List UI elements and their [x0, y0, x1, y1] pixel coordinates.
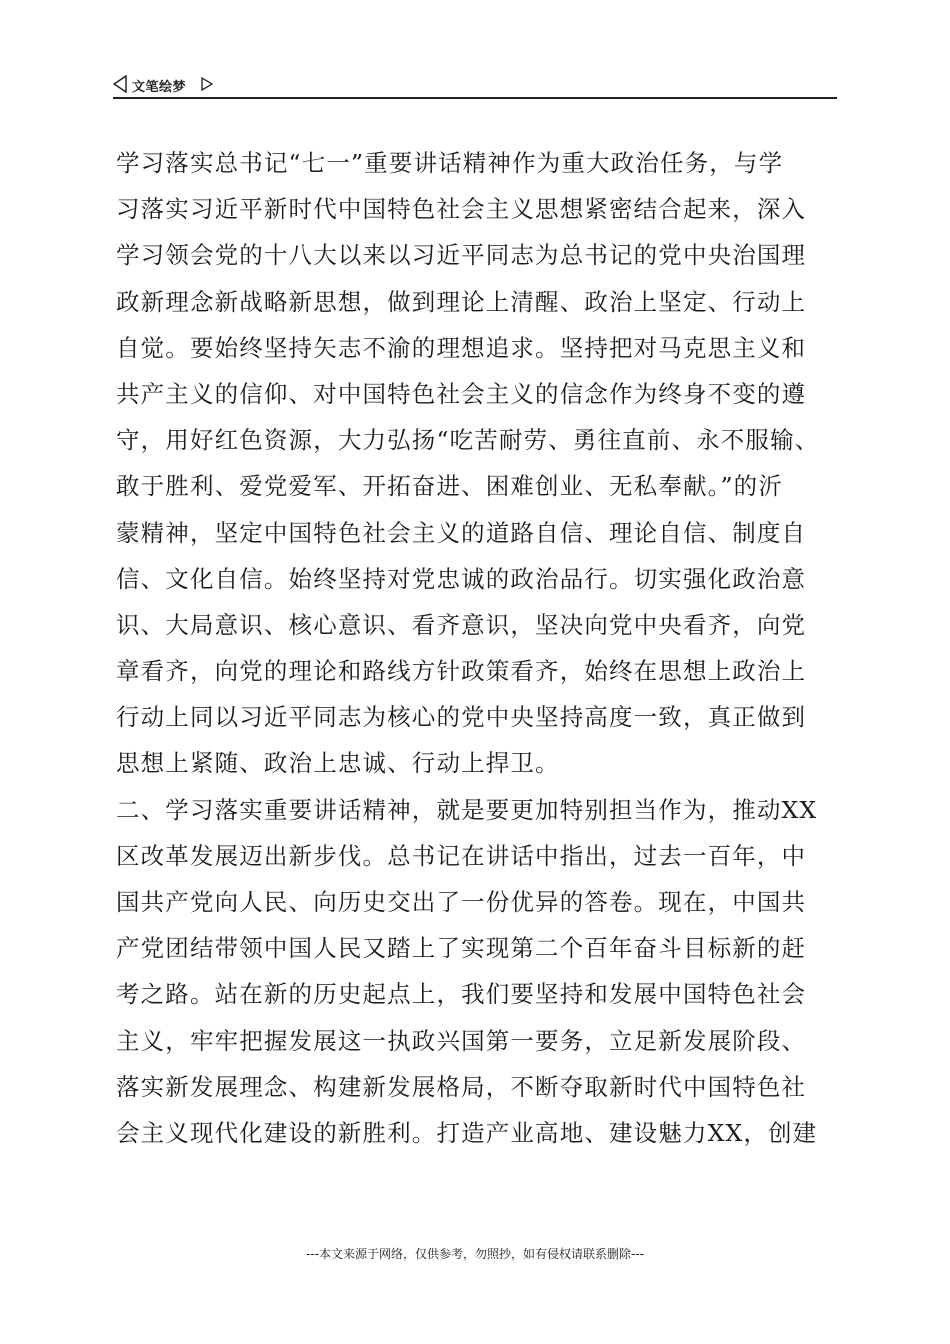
text-line: 主义，牢牢把握发展这一执政兴国第一要务，立足新发展阶段、: [116, 1026, 807, 1055]
text-line: 习落实习近平新时代中国特色社会主义思想紧密结合起来，深入: [116, 195, 807, 224]
text-line: 共产主义的信仰、对中国特色社会主义的信念作为终身不变的遵: [116, 379, 807, 408]
text-line: 区改革发展迈出新步伐。总书记在讲话中指出，过去一百年，中: [116, 841, 807, 870]
text-line: 行动上同以习近平同志为核心的党中央坚持高度一致，真正做到: [116, 703, 807, 732]
text-line: 识、大局意识、核心意识、看齐意识，坚决向党中央看齐，向党: [116, 610, 807, 639]
text-line: 会主义现代化建设的新胜利。打造产业高地、建设魅力XX，创建: [116, 1118, 818, 1147]
triangle-right-icon: [201, 77, 213, 91]
text-line: 思想上紧随、政治上忠诚、行动上捍卫。: [116, 749, 560, 778]
text-line: 产党团结带领中国人民又踏上了实现第二个百年奋斗目标新的赶: [116, 934, 807, 963]
header-brand: 文笔绘梦: [132, 80, 187, 95]
text-line: 国共产党向人民、向历史交出了一份优异的答卷。现在，中国共: [116, 888, 807, 916]
text-line: 信、文化自信。始终坚持对党忠诚的政治品行。切实强化政治意: [116, 564, 807, 593]
text-line: 自觉。要始终坚持矢志不渝的理想追求。坚持把对马克思主义和: [116, 333, 807, 362]
text-line: 学习领会党的十八大以来以习近平同志为总书记的党中央治国理: [116, 241, 807, 270]
text-line: 守，用好红色资源，大力弘扬“吃苦耐劳、勇往直前、永不服输、: [116, 426, 820, 455]
header-divider: [113, 97, 837, 99]
page-header: [113, 72, 837, 98]
text-line: 落实新发展理念、构建新发展格局，不断夺取新时代中国特色社: [116, 1072, 807, 1101]
text-line: 二、学习落实重要讲话精神，就是要更加特别担当作为，推动XX: [116, 795, 818, 824]
text-line: 政新理念新战略新思想，做到理论上清醒、政治上坚定、行动上: [116, 287, 807, 316]
text-line: 章看齐，向党的理论和路线方针政策看齐，始终在思想上政治上: [116, 657, 807, 686]
text-line: 考之路。站在新的历史起点上，我们要坚持和发展中国特色社会: [116, 980, 807, 1009]
text-line: 学习落实总书记“七一”重要讲话精神作为重大政治任务，与学: [116, 149, 784, 177]
triangle-left-icon: [113, 75, 127, 93]
text-line: 蒙精神，坚定中国特色社会主义的道路自信、理论自信、制度自: [116, 518, 807, 547]
text-line: 敢于胜利、爱党爱军、开拓奋进、困难创业、无私奉献。”的沂: [116, 472, 783, 501]
page-footer-disclaimer: ---本文来源于网络，仅供参考，勿照抄，如有侵权请联系删除---: [306, 1247, 644, 1261]
body-text: [116, 140, 846, 1156]
